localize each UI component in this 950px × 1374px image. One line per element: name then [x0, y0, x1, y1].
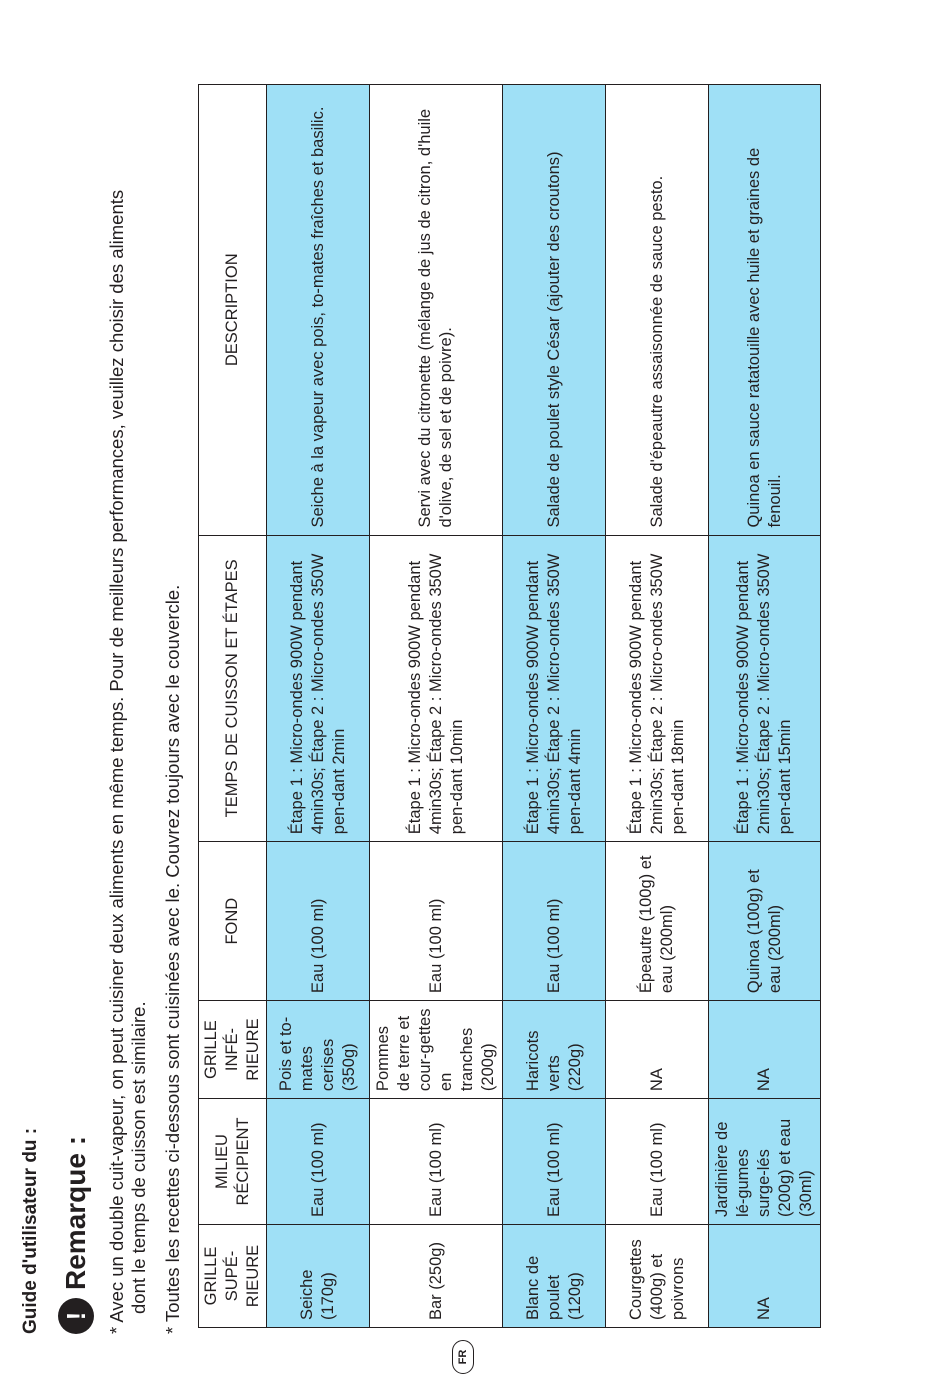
header-description: DESCRIPTION	[199, 85, 267, 536]
cell-middle: Eau (100 ml)	[503, 1099, 606, 1225]
cell-time: Étape 1 : Micro-ondes 900W pendant 2min30s; Étape 2 : Micro-ondes 350W pen-dant 18min	[606, 535, 709, 842]
note-1-line-2: dont le temps de cuisson est similaire.	[128, 1001, 149, 1314]
header-cooking-time: TEMPS DE CUISSON ET ÉTAPES	[199, 535, 267, 842]
cell-upper: NA	[709, 1225, 821, 1328]
cell-description: Salade de poulet style César (ajouter des croutons)	[503, 85, 606, 536]
note-2: * Toutes les recettes ci-dessous sont cuisinées avec le. Couvrez toujours avec le couvercle.	[162, 584, 183, 1334]
cell-upper: Bar (250g)	[370, 1225, 503, 1328]
table-header-row	[199, 85, 267, 1328]
cell-time: Étape 1 : Micro-ondes 900W pendant 2min30s; Étape 2 : Micro-ondes 350W pen-dant 15min	[709, 535, 821, 842]
cell-base: Épeautre (100g) et eau (200ml)	[606, 842, 709, 1001]
cell-description: Seiche à la vapeur avec pois, to-mates fraîches et basilic.	[267, 85, 370, 536]
cell-description: Quinoa en sauce ratatouille avec huile et graines de fenouil.	[709, 85, 821, 536]
cell-upper: Blanc de poulet (120g)	[503, 1225, 606, 1328]
cell-upper: Courgettes (400g) et poivrons	[606, 1225, 709, 1328]
cell-description: Salade d'épeautre assaisonnée de sauce pesto.	[606, 85, 709, 536]
cell-base: Quinoa (100g) et eau (200ml)	[709, 842, 821, 1001]
remark-title: Remarque :	[60, 1135, 91, 1290]
cell-base: Eau (100 ml)	[370, 842, 503, 1001]
cell-base: Eau (100 ml)	[267, 842, 370, 1001]
cell-lower: NA	[709, 1001, 821, 1099]
cell-middle: Eau (100 ml)	[370, 1099, 503, 1225]
cell-time: Étape 1 : Micro-ondes 900W pendant 4min30s; Étape 2 : Micro-ondes 350W pen-dant 2min	[267, 535, 370, 842]
cell-lower: Pommes de terre et cour-gettes en tranches (200g)	[370, 1001, 503, 1099]
header-base: FOND	[199, 842, 267, 1001]
note-1	[106, 34, 150, 1334]
table-row	[267, 85, 370, 1328]
guide-label: Guide d'utilisateur du :	[20, 1127, 41, 1334]
table-row	[503, 85, 606, 1328]
cell-lower: Pois et to-mates cerises (350g)	[267, 1001, 370, 1099]
note-1-line-1: * Avec un double cuit-vapeur, on peut cuisiner deux aliments en même temps. Pour de meilleurs performances, veuillez choisir des aliments	[106, 189, 127, 1334]
table-row	[370, 85, 503, 1328]
header-upper-rack: GRILLE SUPÉ-RIEURE	[199, 1225, 267, 1328]
cell-upper: Seiche (170g)	[267, 1225, 370, 1328]
exclamation-icon: !	[58, 1298, 94, 1334]
cell-time: Étape 1 : Micro-ondes 900W pendant 4min30s; Étape 2 : Micro-ondes 350W pen-dant 10min	[370, 535, 503, 842]
recipe-table	[198, 84, 821, 1328]
cell-middle: Jardinière de lé-gumes surge-lés (200g) et eau (30ml)	[709, 1099, 821, 1225]
cell-time: Étape 1 : Micro-ondes 900W pendant 4min30s; Étape 2 : Micro-ondes 350W pen-dant 4min	[503, 535, 606, 842]
cell-middle: Eau (100 ml)	[267, 1099, 370, 1225]
header-middle-container: MILIEU RÉCIPIENT	[199, 1099, 267, 1225]
cell-description: Servi avec du citronette (mélange de jus de citron, d'huile d'olive, de sel et de poivre).	[370, 85, 503, 536]
remark-heading	[58, 1136, 94, 1334]
header-lower-rack: GRILLE INFÉ-RIEURE	[199, 1001, 267, 1099]
cell-base: Eau (100 ml)	[503, 842, 606, 1001]
language-badge: FR	[452, 1340, 474, 1374]
cell-lower: NA	[606, 1001, 709, 1099]
cell-lower: Haricots verts (220g)	[503, 1001, 606, 1099]
table-row	[606, 85, 709, 1328]
cell-middle: Eau (100 ml)	[606, 1099, 709, 1225]
table-row	[709, 85, 821, 1328]
